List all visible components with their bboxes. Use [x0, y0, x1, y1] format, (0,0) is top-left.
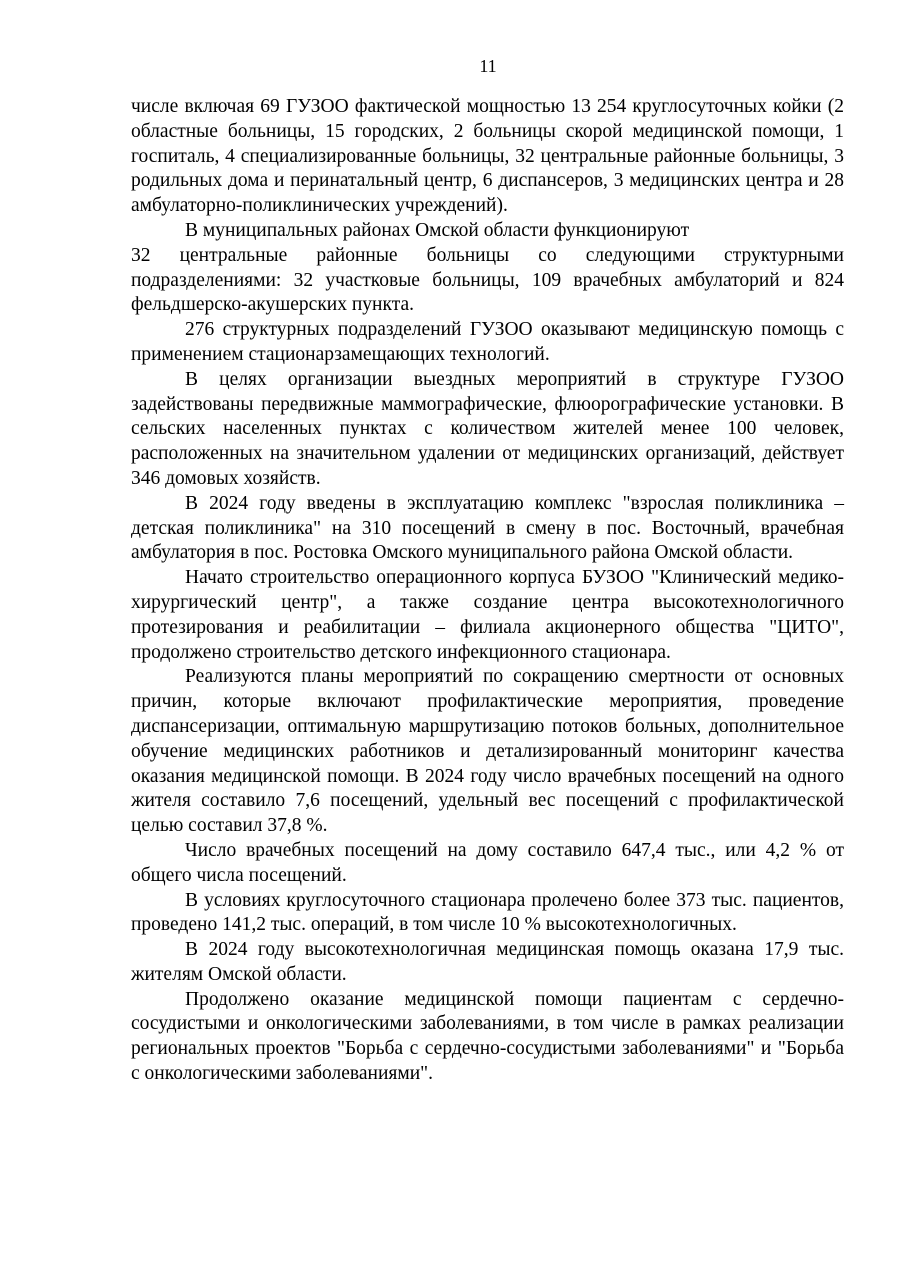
paragraph-mobile-units: В целях организации выездных мероприятий в структуре ГУЗОО задействованы передвижные маммографические, флюорографические установки. В сельских населенных пунктах с количеством жителей менее 100 человек, расположенных на значительном удалении от медицинских организаций, действует 346 домовых хозяйств.	[131, 368, 844, 489]
paragraph-structural-units: 276 структурных подразделений ГУЗОО оказывают медицинскую помощь с применением стационарзамещающих технологий.	[131, 319, 844, 365]
paragraph-home-visits: Число врачебных посещений на дому составило 647,4 тыс., или 4,2 % от общего числа посещений.	[131, 839, 844, 886]
paragraph-regional-projects: Продолжено оказание медицинской помощи пациентам с сердечно-сосудистыми и онкологическими заболеваниями, в том числе в рамках реализации региональных проектов "Борьба с сердечно-сосудистыми заболеваниями" и "Борьба с онкологическими заболеваниями".	[131, 988, 844, 1085]
document-body	[131, 95, 844, 1087]
paragraph-inpatient: В условиях круглосуточного стационара пролечено более 373 тыс. пациентов, проведено 141,2 тыс. операций, в том числе 10 % высокотехнологичных.	[131, 889, 844, 936]
paragraph-construction: Начато строительство операционного корпуса БУЗОО "Клинический медико-хирургический центр", а также создание центра высокотехнологичного протезирования и реабилитации – филиала акционерного общества "ЦИТО", продолжено строительство детского инфекционного стационара.	[131, 567, 844, 663]
paragraph-high-tech-care: В 2024 году высокотехнологичная медицинская помощь оказана 17,9 тыс. жителям Омской области.	[131, 939, 844, 985]
paragraph-hospital-count: числе включая 69 ГУЗОО фактической мощностью 13 254 круглосуточных койки (2 областные больницы, 15 городских, 2 больницы скорой медицинской помощи, 1 госпиталь, 4 специализированные больницы, 32 центральные районные больницы, 3 родильных дома и перинатальный центр, 6 диспансеров, 3 медицинских центра и 28 амбулаторно-поликлинических учреждений).	[131, 96, 844, 217]
page-number: 11	[479, 56, 497, 76]
paragraph-mortality-plans: Реализуются планы мероприятий по сокращению смертности от основных причин, которые включают профилактические мероприятия, проведение диспансеризации, оптимальную маршрутизацию потоков больных, дополнительное обучение медицинских работников и детализированный мониторинг качества оказания медицинской помощи. В 2024 году число врачебных посещений на одного жителя составило 7,6 посещений, удельный вес посещений с профилактической целью составил 37,8 %.	[131, 666, 844, 837]
paragraph-municipal-districts: В муниципальных районах Омской области функционируют 32 центральные районные больницы со следующими структурными подразделениями: 32 участковые больницы, 109 врачебных амбулаторий и 824 фельдшерско-акушерских пункта.	[131, 219, 844, 316]
paragraph-new-facilities: В 2024 году введены в эксплуатацию комплекс "взрослая поликлиника – детская поликлиника" на 310 посещений в смену в пос. Восточный, врачебная амбулатория в пос. Ростовка Омского муниципального района Омской области.	[131, 492, 844, 564]
